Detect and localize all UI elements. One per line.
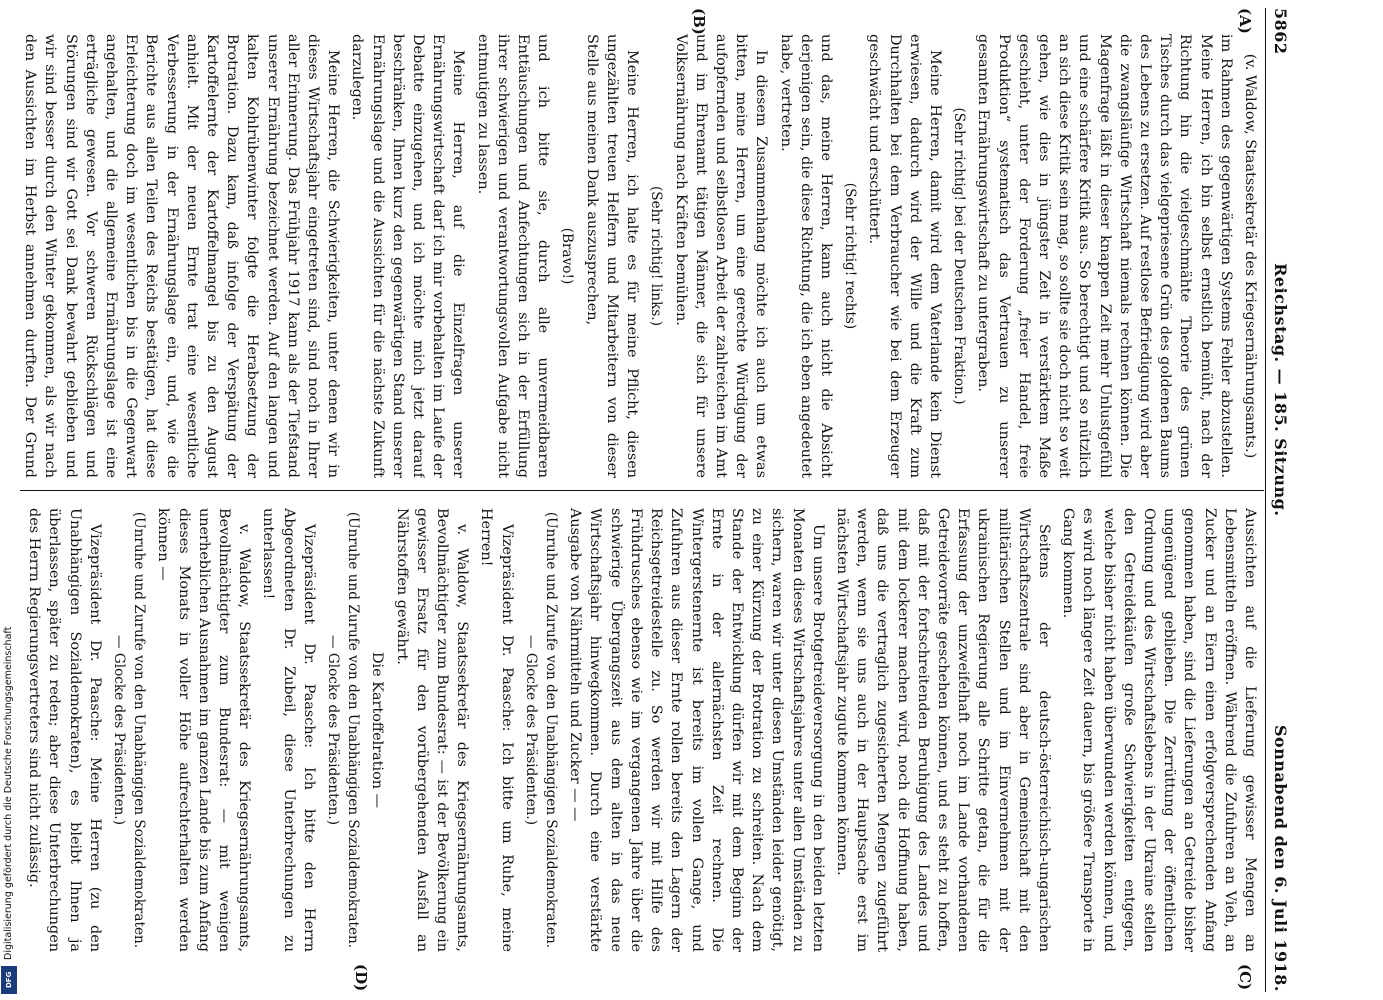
interjection: (Sehr richtig! bei der Deutschen Fraktion.) <box>951 107 968 405</box>
paragraph: In diesem Zusammenhang möchte ich auch um etwas bitten, meine Herren, um eine gerechte Würdigung der aufopfernden und selbstlosen Arbeit der zahlreichen im Amt und im Ehrenamt tätigen Männer, die sich für unsere Volksernährung nach Kräften bemühen. <box>672 34 770 478</box>
credit-text: Digitalisierung gefördert durch die Deutsche Forschungsgemeinschaft <box>3 626 14 960</box>
right-column <box>20 508 1260 952</box>
interjection: (Sehr richtig! links.) <box>648 185 665 327</box>
paragraph: im Rahmen des gegenwärtigen Systems Fehler abzustellen. Meine Herren, ich bin selbst ernstlich bemüht, nach der Richtung hin die vielgeschmähte Theorie des grünen Tisches durch das vielgepriesene Grün des goldenen Baums des Lebens zu ersetzen. Auf restlose Befriedigung wird aber die zwangsläufige Wirtschaft niemals rechnen können. Die Magenfrage läßt in dieser knappen Zeit mehr Unlustgefühl und eine schärfere Kritik aus. So berechtigt und so nützlich an sich diese Kritik sein mag, so sollte sie doch nicht so weit gehen, wie dies in jüngster Zeit in verstärktem Maße geschieht, unter der Forderung „freier Handel, freie Produktion“ systematisch das Vertrauen zu unserer gesamten Ernährungswirtschaft zu untergraben. <box>975 34 1234 478</box>
page-title: Reichstag. — 185. Sitzung. <box>1271 263 1291 517</box>
paragraph: und ich bitte sie, durch alle unvermeidbaren Enttäuschungen und Anfechtungen sich in der Erfüllung ihrer schwierigen und verantwortungsvollen Aufgabe nicht entmutigen zu lassen. <box>474 34 552 478</box>
paragraph: Um unsere Brotgetreideversorgung in den beiden letzten Monaten dieses Wirtschaftsjahres unter allen Umständen zu sichern, waren wir unter diesen Umständen leider genötigt, zu einer Kürzung der Brotration zu schreiten. Nach dem Stande der Entwicklung dürfen wir mit dem Beginn der Ernte in der allernächsten Zeit rechnen. Die Wintergerstenernte ist bereits im vollen Gange, und Zufuhren aus dieser Ernte rollen bereits den Lagern der Reichsgetreidestelle zu. So werden wir mit Hilfe des Frühdrusches ebenso wie im vergangenen Jahre über die schwierige Übergangszeit aus dem alten in das neue Wirtschaftsjahr hinwegkommen. Durch eine verstärkte Ausgabe von Nährmitteln und Zucker — — <box>567 508 826 952</box>
paragraph: Meine Herren, ich halte es für meine Pflicht, diesen ungezählten treuen Helfern und Mitarbeitern von dieser Stelle aus meinen Dank auszusprechen, <box>583 34 641 478</box>
paragraph: Die Kartoffelration — <box>369 652 386 808</box>
interjection: (Unruhe und Zurufe von den Unabhängigen Sozialdemokraten. — Glocke des Präsidenten.) <box>522 511 560 949</box>
dfg-logo-icon: DFG <box>1 966 17 994</box>
margin-mark-d: (D) <box>352 964 370 992</box>
interjection: (Bravo!) <box>559 227 576 285</box>
interjection: (Sehr richtig! rechts) <box>842 182 859 330</box>
digitization-credit <box>0 0 18 1000</box>
margin-mark-c: (C) <box>1236 964 1254 991</box>
paragraph: und das, meine Herren, kann auch nicht die Absicht derjenigen sein, die diese Richtung, die ich eben angedeutet habe, vertreten. <box>777 34 834 478</box>
interjection: (Unruhe und Zurufe von den Unabhängigen Sozialdemokraten. — Glocke des Präsidenten.) <box>111 511 148 949</box>
paragraph: Meine Herren, damit wird dem Vaterlande kein Dienst erwiesen, dadurch wird der Wille und die Kraft zum Durchhalten bei dem Verbraucher wie bei dem Erzeuger geschwächt und erschüttert. <box>866 34 943 478</box>
paragraph: Meine Herren, auf die Einzelfragen unserer Ernährungswirtschaft darf ich mir vorbehalten im Laufe der Debatte einzugehen, und ich möchte mich jetzt darauf beschränken, Ihnen kurz den gegenwärtigen Stand unserer Ernährungslage und die Aussichten für die nächste Zukunft darzulegen. <box>349 34 467 478</box>
interjection: (Unruhe und Zurufe von den Unabhängigen Sozialdemokraten. — Glocke des Präsidenten.) <box>325 511 362 949</box>
paragraph: Vizepräsident Dr. Paasche: Meine Herren (zu den Unabhängigen Sozialdemokraten), es bleibt Ihnen ja überlassen, später zu reden; aber diese Unterbrechungen des Herrn Regierungsvertreters sind nicht zulässig. <box>26 508 103 952</box>
margin-mark-b: (B) <box>690 8 708 35</box>
page-number: 5862 <box>1271 8 1291 55</box>
paragraph: Vizepräsident Dr. Paasche: Ich bitte den Herrn Abgeordneten Dr. Zubeil, diese Unterbrechungen zu unterlassen! <box>260 508 317 952</box>
paragraph: Meine Herren, die Schwierigkeiten, unter denen wir in dieses Wirtschaftsjahr eingetreten sind, sind noch in Ihrer aller Erinnerung. Das Frühjahr 1917 kann als der Tiefstand unserer Ernährung bezeichnet werden. Auf den langen und kalten Kohlrübenwinter folgte die Herabsetzung der Brotration. Dazu kam, daß infolge der Verspätung der Kartoffelernte der Kartoffelmangel bis zu den August anhielt. Mit der neuen Ernte trat eine wesentliche Verbesserung in der Ernährungslage ein, und, wie die Berichte aus allen Teilen des Reichs bestätigen, hat diese Erleichterung doch im wesentlichen bis in die Gegenwart angehalten, und die allgemeine Ernährungslage ist eine erträgliche gewesen. Vor schweren Rückschlägen und Störungen sind wir Gott sei Dank bewahrt geblieben und wir sind besser durch den Winter gekommen, als wir nach den Aussichten im Herbst annehmen durften. Der Grund <box>22 34 342 478</box>
paragraph: Seitens der deutsch-österreichisch-ungarischen Wirtschaftszentrale sind aber in Gemeinschaft mit den militärischen Stellen und im Einvernehmen mit der ukrainischen Regierung alle Schritte getan, die für die Erfassung der unzweifelhaft noch im Lande vorhandenen Getreidevorräte geschehen können, und es steht zu hoffen, daß mit der fortschreitenden Beruhigung des Landes und mit dem lockerer machen wird, noch die Hoffnung haben, daß uns die vertraglich zugesicherten Mengen zugeführt werden, wenn sie uns auch in der Hauptsache erst im nächsten Wirtschaftsjahr zugute kommen können. <box>833 508 1052 952</box>
paragraph: Aussichten auf die Lieferung gewisser Mengen an Lebensmitteln eröffnen. Während die Zufuhren an Vieh, an Zucker und an Eiern einen erfolgversprechenden Anfang genommen haben, sind die Lieferungen an Getreide bisher ungenügend geblieben. Die Zerrüttung der öffentlichen Ordnung und des Wirtschaftslebens in der Ukraine stellen den Getreidekäufen große Schwierigkeiten entgegen, welche bisher nicht haben überwunden werden können, und es wird noch längere Zeit dauern, bis größere Transporte in Gang kommen. <box>1060 508 1258 952</box>
paragraph: Vizepräsident Dr. Paasche: Ich bitte um Ruhe, meine Herren! <box>478 508 515 952</box>
paragraph: v. Waldow, Staatssekretär des Kriegsernährungsamts, Bevollmächtigter zum Bundesrat: — mit wenigen unerheblichen Ausnahmen im ganzen Lande bis zum Anfang dieses Monats in voller Höhe aufrechterhalten werden können — <box>155 508 253 952</box>
margin-mark-a: (A) <box>1236 8 1254 34</box>
session-date: Sonnabend den 6. Juli 1918. <box>1271 725 1291 992</box>
page-header <box>1268 8 1294 992</box>
header-rule <box>1265 8 1266 992</box>
speaker-note: (v. Waldow, Staatssekretär des Kriegsernährungsamts.) <box>1242 53 1258 459</box>
paragraph: v. Waldow, Staatssekretär des Kriegsernährungsamts, Bevollmächtigter zum Bundesrat: — ist der Bevölkerung ein gewisser Ersatz für den vorübergehenden Ausfall an Nährstoffen gewährt. <box>393 508 471 952</box>
left-column <box>20 34 1260 478</box>
column-rule <box>20 490 1264 491</box>
